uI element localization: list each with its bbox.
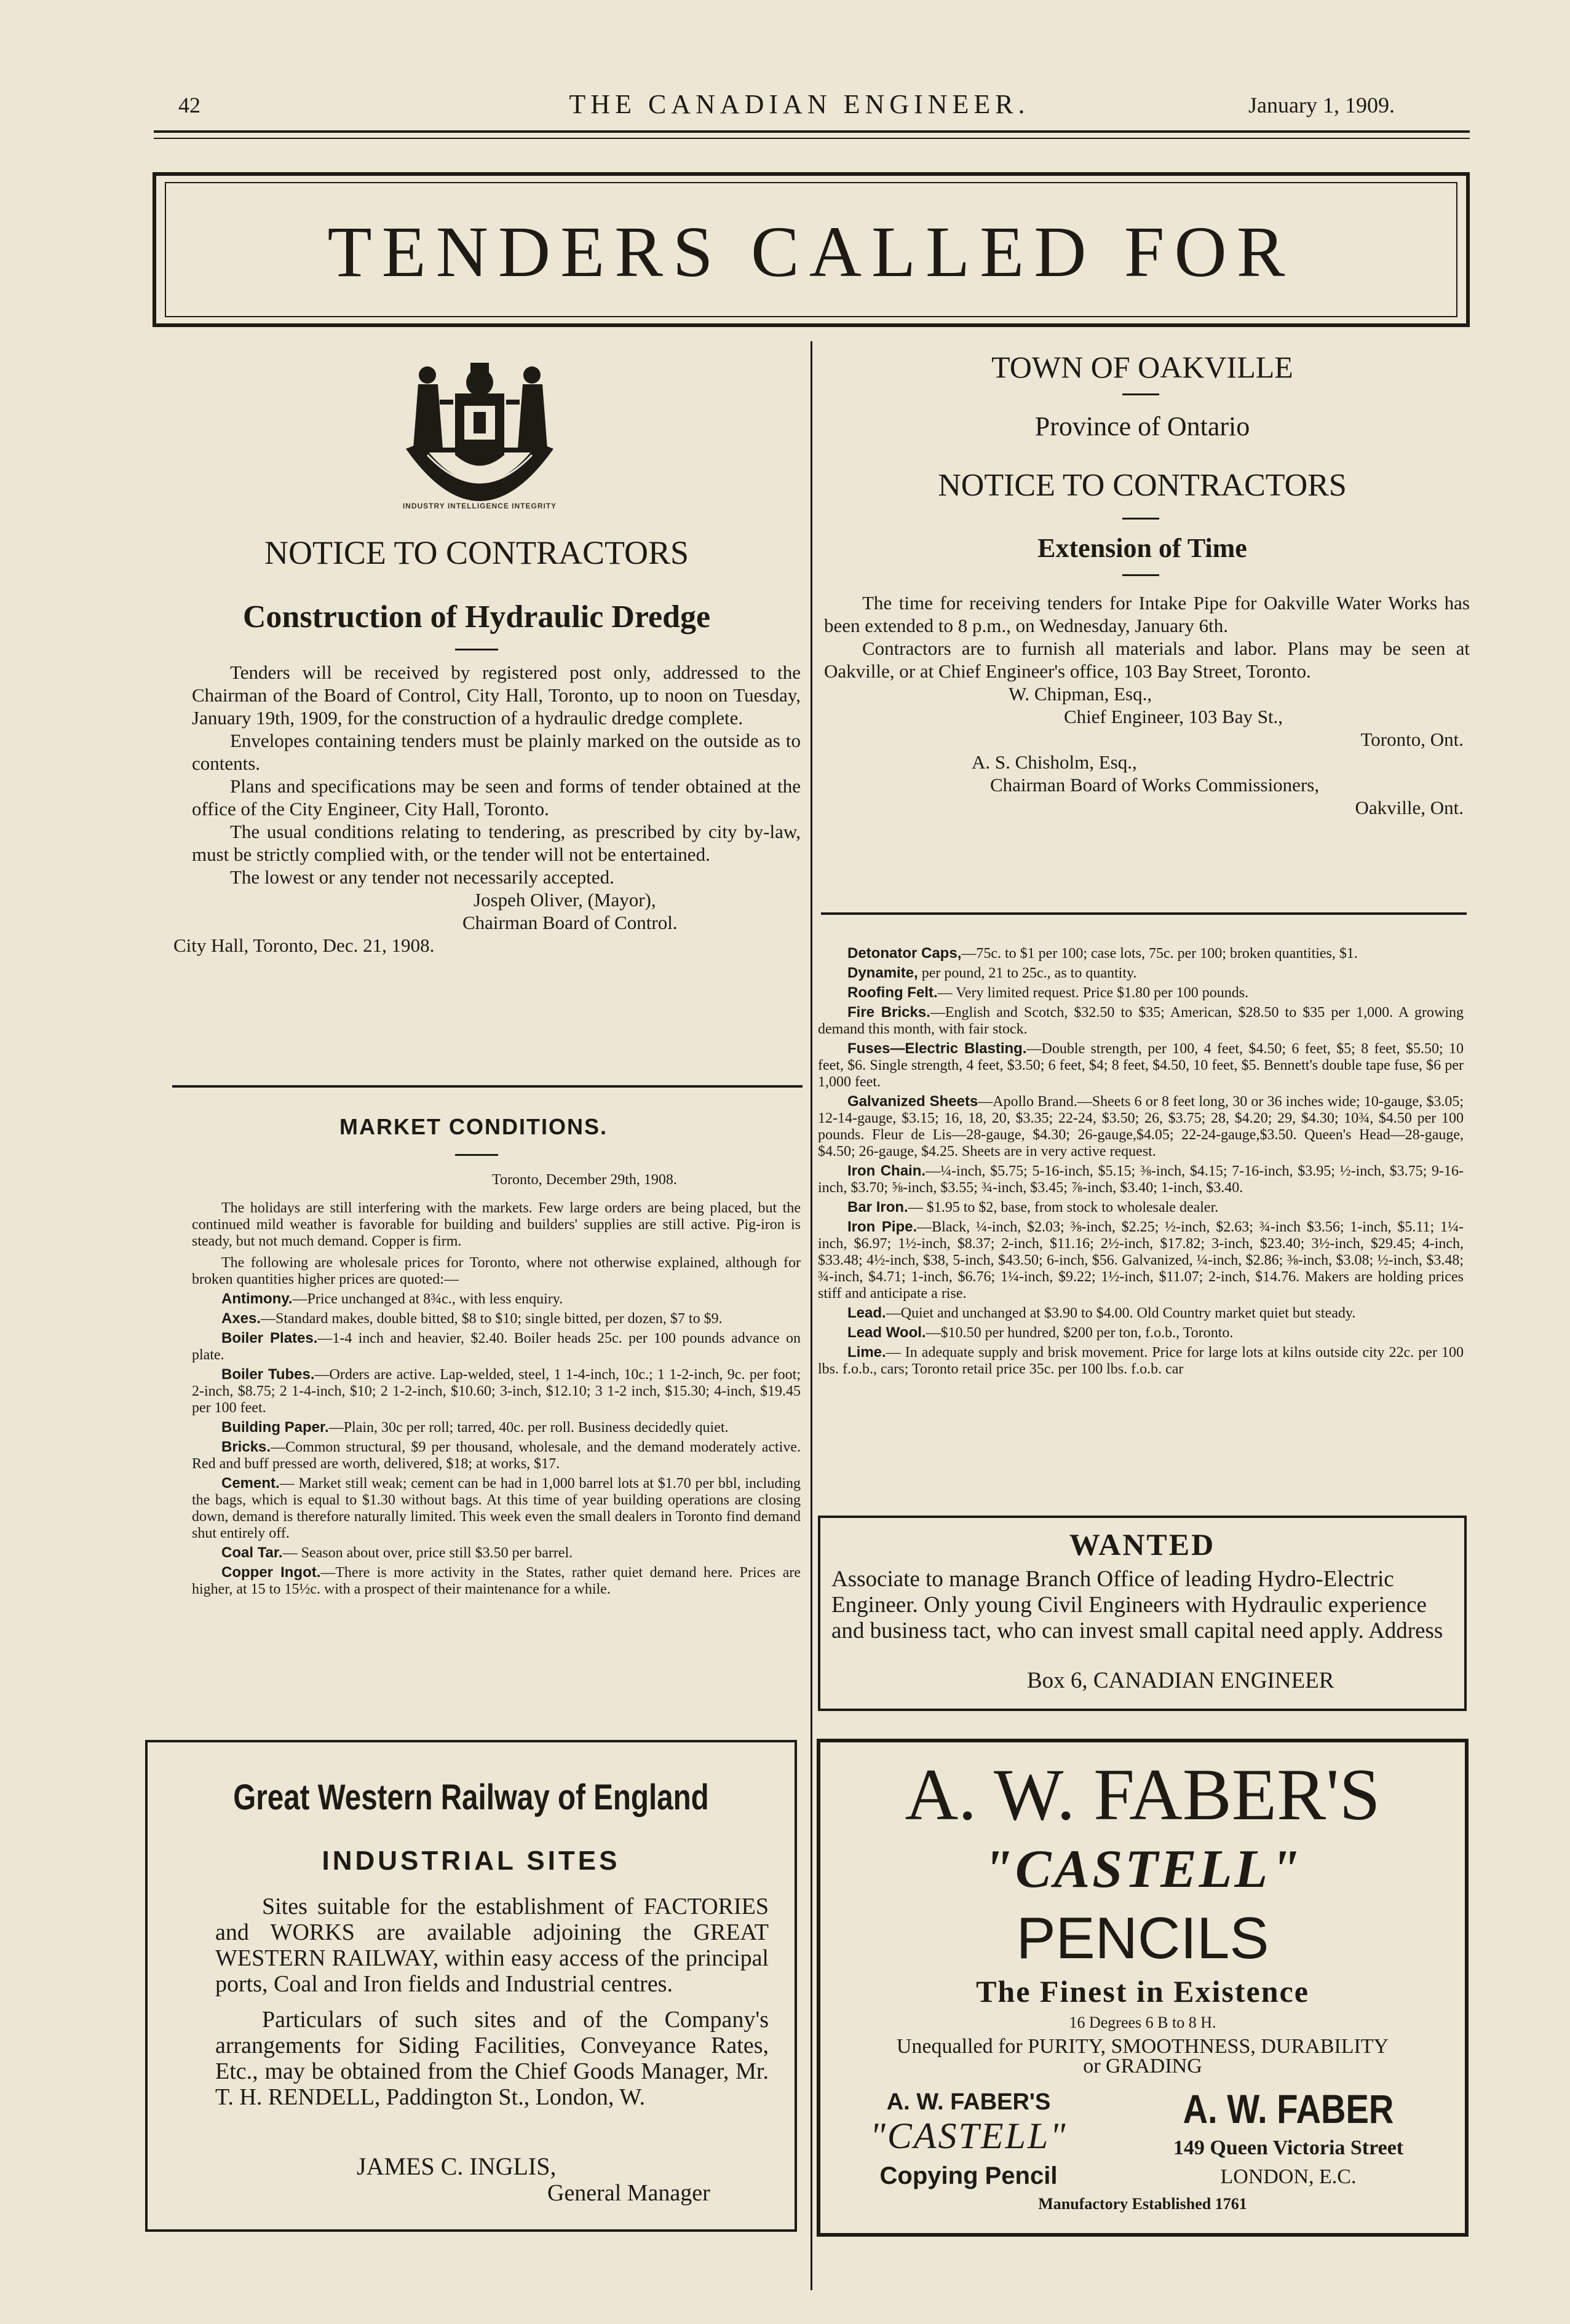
market-item-text: —Price unchanged at 8¾c., with less enquiry. xyxy=(292,1291,563,1307)
right-dash-1 xyxy=(1122,393,1159,395)
right-dash-3 xyxy=(1122,574,1159,576)
faber-left2: "CASTELL" xyxy=(870,2116,1068,2156)
right-notice-s3: Toronto, Ont. xyxy=(1360,729,1464,750)
market-item-name: Galvanized Sheets xyxy=(847,1093,978,1110)
market-item-text: —English and Scotch, $32.50 to $35; American, $28.50 to $35 per 1,000. A growing demand this month, with fair stock. xyxy=(818,1005,1464,1037)
market-item-name: Bar Iron. xyxy=(847,1199,908,1215)
banner-title: TENDERS CALLED FOR xyxy=(327,211,1295,292)
gwr-signature: JAMES C. INGLIS, xyxy=(357,2152,557,2180)
wanted-body: Associate to manage Branch Office of leading Hydro-Electric Engineer. Only young Civil Engineers with Hydraulic experience and business tact, who can invest small capital need apply. Address xyxy=(831,1567,1443,1643)
market-item-name: Boiler Plates. xyxy=(221,1330,318,1346)
market-item-name: Lead. xyxy=(847,1305,886,1321)
market-item-name: Antimony. xyxy=(221,1290,293,1307)
right-notice-p1: The time for receiving tenders for Intake Pipe for Oakville Water Works has been extended to 8 p.m., on Wednesday, January 6th. xyxy=(824,592,1470,636)
right-notice-p2: Contractors are to furnish all materials and labor. Plans may be seen at Oakville, or at Chief Engineer's office, 103 Bay Street, Toronto. xyxy=(824,638,1470,682)
market-item-text: —1-4 inch and heavier, $2.40. Boiler heads 25c. per 100 pounds advance on plate. xyxy=(192,1330,801,1363)
faber-line5: 16 Degrees 6 B to 8 H. xyxy=(1069,2014,1216,2031)
market-item-name: Coal Tar. xyxy=(221,1544,283,1561)
left-notice-p1: Tenders will be received by registered post only, addressed to the Chairman of the Board of Control, City Hall, Toronto, up to noon on Tuesday, January 19th, 1909, for the construction of a hydraulic dredge complete. xyxy=(192,662,801,729)
market-item-name: Lead Wool. xyxy=(847,1324,926,1341)
market-item xyxy=(818,1004,1464,1038)
right-notice-subheading: Extension of Time xyxy=(1037,533,1247,563)
faber-left1: A. W. FABER'S xyxy=(886,2089,1051,2115)
wanted-address: Box 6, CANADIAN ENGINEER xyxy=(1027,1668,1334,1693)
faber-line3: PENCILS xyxy=(1016,1905,1269,1971)
market-item xyxy=(818,984,1464,1002)
market-item xyxy=(818,1163,1464,1196)
journal-title: THE CANADIAN ENGINEER. xyxy=(569,89,1030,119)
market-item-name: Roofing Felt. xyxy=(847,984,938,1001)
wanted-title: WANTED xyxy=(1069,1527,1216,1562)
market-item-name: Dynamite, xyxy=(847,965,918,981)
market-right-column xyxy=(818,943,1464,1378)
left-section-rule xyxy=(172,1085,803,1088)
market-intro2: The following are wholesale prices for Toronto, where not otherwise explained, although for broken quantities higher prices are quoted:— xyxy=(192,1255,801,1287)
faber-line7: or GRADING xyxy=(1083,2055,1202,2077)
right-notice-s6: Oakville, Ont. xyxy=(1355,797,1464,818)
right-notice-title: TOWN OF OAKVILLE xyxy=(991,350,1293,384)
market-item-text: —Black, ¼-inch, $2.03; ⅜-inch, $2.25; ½-inch, $2.63; ¾-inch $3.56; 1-inch, $5.11; 1¼-inch, $6.97; 1½-inch, $8.37; 2-inch, $11.16; 2½-inch, $17.82; 3-inch, $23.40; 3½-inch, $29.45; 4-inch, $33.48; 4½-inch, $38, 5-inch, $43.50; 6-inch, $56. Galvanized, ¼-inch, $2.86; ⅜-inch, $3.08; ½-inch, $3.48; ¾-inch, $4.71; 1-inch, $6.76; 1¼-inch, $9.22; 1½-inch, $11.07; 2-inch, $14.76. Makers are holding prices stiff and anticipate a rise. xyxy=(818,1219,1464,1302)
market-right-items xyxy=(818,945,1464,1378)
market-item xyxy=(818,1219,1464,1302)
faber-right1: A. W. FABER xyxy=(1183,2086,1394,2132)
market-item-text: — Market still weak; cement can be had in 1,000 barrel lots at $1.70 per bbl, including the bags, which is equal to $1.30 without bags. At this time of year building operations are closing down, demand is therefore naturally limited. This week even the small dealers in Toronto find demand shut entirely off. xyxy=(192,1476,801,1541)
market-item-text: —75c. to $1 per 100; case lots, 75c. per 100; broken quantities, $1. xyxy=(961,946,1358,962)
market-item xyxy=(192,1419,801,1436)
market-item-text: — Very limited request. Price $1.80 per 100 pounds. xyxy=(937,985,1249,1001)
market-item xyxy=(192,1439,801,1472)
market-intro: The holidays are still interfering with the markets. Few large orders are being placed, but the continued mild weather is favorable for building and builders' supplies are still active. Pig-iron is steady, but not much demand. Copper is firm. xyxy=(192,1200,801,1249)
faber-line1: A. W. FABER'S xyxy=(905,1753,1381,1835)
market-dash xyxy=(455,1154,498,1156)
market-item xyxy=(818,1093,1464,1160)
market-item-name: Fire Bricks. xyxy=(847,1004,930,1021)
left-notice-place-date: City Hall, Toronto, Dec. 21, 1908. xyxy=(173,935,435,956)
header-rule xyxy=(154,130,1470,133)
market-item-text: —Plain, 30c per roll; tarred, 40c. per roll. Business decidedly quiet. xyxy=(328,1420,729,1436)
right-notice-s5: Chairman Board of Works Commissioners, xyxy=(990,774,1320,796)
page-number: 42 xyxy=(178,93,200,117)
market-item xyxy=(818,1199,1464,1216)
gwr-subtitle: INDUSTRIAL SITES xyxy=(322,1846,620,1876)
market-item-name: Detonator Caps, xyxy=(847,945,962,962)
market-item xyxy=(192,1475,801,1542)
faber-bottom: Manufactory Established 1761 xyxy=(1038,2195,1247,2213)
market-item xyxy=(192,1310,801,1327)
market-item xyxy=(192,1330,801,1364)
left-notice-sig2: Chairman Board of Control. xyxy=(462,912,678,933)
issue-date: January 1, 1909. xyxy=(1248,93,1395,117)
market-item xyxy=(818,1324,1464,1342)
market-left-items xyxy=(192,1290,801,1598)
market-item-text: — $1.95 to $2, base, from stock to wholesale dealer. xyxy=(908,1200,1219,1215)
market-item-text: —Orders are active. Lap-welded, steel, 1 1-4-inch, 10c.; 1 1-2-inch, 9c. per foot; 2-inch, $8.75; 2 1-4-inch, $10; 2 1-2-inch, $10.60; 3-inch, $12.10; 3 1-2 inch, $15.30; 4-inch, $19.45 per 100 feet. xyxy=(192,1367,801,1416)
faber-line4: The Finest in Existence xyxy=(976,1974,1309,2009)
right-dash-2 xyxy=(1122,518,1159,520)
market-item-text: —¼-inch, $5.75; 5-16-inch, $5.15; ⅜-inch, $4.15; 7-16-inch, $3.95; ½-inch, $3.75; 9-16-inch, $3.70; ⅝-inch, $3.55; ¾-inch, $3.45; ⅞-inch, $3.40; 1-inch, $3.40. xyxy=(818,1163,1464,1196)
market-left-column xyxy=(192,1200,801,1598)
gwr-signature-title: General Manager xyxy=(547,2180,710,2206)
column-divider xyxy=(811,341,812,2290)
market-item-name: Fuses—Electric Blasting. xyxy=(847,1040,1027,1057)
left-notice-sig1: Jospeh Oliver, (Mayor), xyxy=(474,889,656,911)
gwr-p1: Sites suitable for the establishment of FACTORIES and WORKS are available adjoining the GREAT WESTERN RAILWAY, within easy access of the principal ports, Coal and Iron fields and Industrial centres. xyxy=(215,1894,769,1997)
left-notice-p4: The usual conditions relating to tendering, as prescribed by city by-law, must be strictly complied with, or the tender will not be entertained. xyxy=(192,821,801,865)
left-notice-p3: Plans and specifications may be seen and forms of tender obtained at the office of the City Engineer, City Hall, Toronto. xyxy=(192,775,801,820)
market-item-name: Lime. xyxy=(847,1344,886,1361)
faber-line2: "CASTELL" xyxy=(983,1840,1302,1899)
market-item-name: Iron Chain. xyxy=(847,1163,926,1179)
right-notice-s1: W. Chipman, Esq., xyxy=(1009,683,1152,705)
market-title: MARKET CONDITIONS. xyxy=(339,1114,608,1139)
market-item xyxy=(818,1040,1464,1091)
seal-motto: INDUSTRY INTELLIGENCE INTEGRITY xyxy=(402,502,557,510)
right-notice-province: Province of Ontario xyxy=(1034,411,1250,441)
market-item-name: Axes. xyxy=(221,1310,261,1327)
left-notice-body xyxy=(173,661,801,957)
market-item xyxy=(818,1305,1464,1322)
market-item-text: — Season about over, price still $3.50 per barrel. xyxy=(282,1545,573,1561)
faber-line6: Unequalled for PURITY, SMOOTHNESS, DURABILITY xyxy=(896,2035,1389,2058)
gwr-title: Great Western Railway of England xyxy=(233,1777,709,1817)
market-item-text: — In adequate supply and brisk movement. Price for large lots at kilns outside city 22c. per 100 lbs. f.o.b., cars; Toronto retail price 35c. per 100 lbs. f.o.b. car xyxy=(818,1345,1464,1377)
right-notice-s4: A. S. Chisholm, Esq., xyxy=(972,751,1137,773)
faber-right2: 149 Queen Victoria Street xyxy=(1173,2136,1404,2159)
right-notice-body xyxy=(824,591,1470,819)
right-notice-s2: Chief Engineer, 103 Bay St., xyxy=(1064,706,1283,727)
market-item-name: Bricks. xyxy=(221,1439,271,1455)
market-item-text: per pound, 21 to 25c., as to quantity. xyxy=(918,965,1137,981)
market-item xyxy=(818,945,1464,962)
left-notice-p5: The lowest or any tender not necessarily accepted. xyxy=(230,866,614,888)
faber-right3: LONDON, E.C. xyxy=(1220,2165,1357,2188)
market-item xyxy=(192,1290,801,1308)
faber-left3: Copying Pencil xyxy=(879,2162,1058,2189)
market-item xyxy=(818,965,1464,982)
market-item-text: —Common structural, $9 per thousand, wholesale, and the demand moderately active. Red and buff pressed are worth, delivered, $18; at works, $17. xyxy=(192,1439,801,1472)
market-item-text: —$10.50 per hundred, $200 per ton, f.o.b., Toronto. xyxy=(926,1325,1234,1341)
right-section-rule xyxy=(821,912,1467,915)
gwr-body xyxy=(215,1894,769,2110)
market-item-name: Copper Ingot. xyxy=(221,1564,321,1581)
market-item xyxy=(192,1544,801,1562)
market-item-name: Boiler Tubes. xyxy=(221,1366,315,1383)
left-notice-p2: Envelopes containing tenders must be plainly marked on the outside as to contents. xyxy=(192,730,801,774)
market-item-name: Cement. xyxy=(221,1475,280,1492)
market-item-text: —Apollo Brand.—Sheets 6 or 8 feet long, 30 or 36 inches wide; 10-gauge, $3.05; 12-14-gauge, $3.15; 16, 18, 20, $3.35; 22-24, $3.50; 26, $3.75; 28, $4.20; 29, $4.30; 10¾, $4.50 per 100 pounds. Fleur de Lis—28-gauge, $4.30; 26-gauge,$4.05; 22-24-gauge,$3.50. Queen's Head—28-gauge, $4.50; 26-gauge, $4.25. Sheets are in very active request. xyxy=(818,1094,1464,1160)
gwr-p2: Particulars of such sites and of the Company's arrangements for Siding Facilities, Conveyance Rates, Etc., may be obtained from the Chief Goods Manager, Mr. T. H. RENDELL, Paddington St., London, W. xyxy=(215,2007,769,2110)
market-dateline: Toronto, December 29th, 1908. xyxy=(492,1172,677,1188)
market-item-text: —Double strength, per 100, 4 feet, $4.50; 6 feet, $5; 8 feet, $5.50; 10 feet, $6. Single strength, 4 feet, $3.50; 6 feet, $4; 8 feet, $4.50, 10 feet, $5. Bennett's double tape fuse, $6 per 1,000 feet. xyxy=(818,1041,1464,1090)
right-notice-heading: NOTICE TO CONTRACTORS xyxy=(938,468,1347,503)
market-item-text: —Quiet and unchanged at $3.90 to $4.00. Old Country market quiet but steady. xyxy=(886,1305,1356,1321)
market-item-text: —Standard makes, double bitted, $8 to $10; single bitted, per dozen, $7 to $9. xyxy=(261,1311,723,1327)
left-notice-subtitle: Construction of Hydraulic Dredge xyxy=(242,599,711,634)
left-notice-dash xyxy=(455,649,498,650)
market-item-text: —There is more activity in the States, rather quiet demand here. Prices are higher, at 15 to 15½c. with a prospect of their maintenance for a while. xyxy=(192,1565,801,1597)
market-item xyxy=(818,1344,1464,1378)
market-item xyxy=(192,1564,801,1598)
market-item-name: Iron Pipe. xyxy=(847,1219,918,1235)
left-notice-title: NOTICE TO CONTRACTORS xyxy=(264,534,689,571)
header-rule-thin xyxy=(154,138,1470,139)
market-item xyxy=(192,1366,801,1417)
market-item-name: Building Paper. xyxy=(221,1419,329,1436)
